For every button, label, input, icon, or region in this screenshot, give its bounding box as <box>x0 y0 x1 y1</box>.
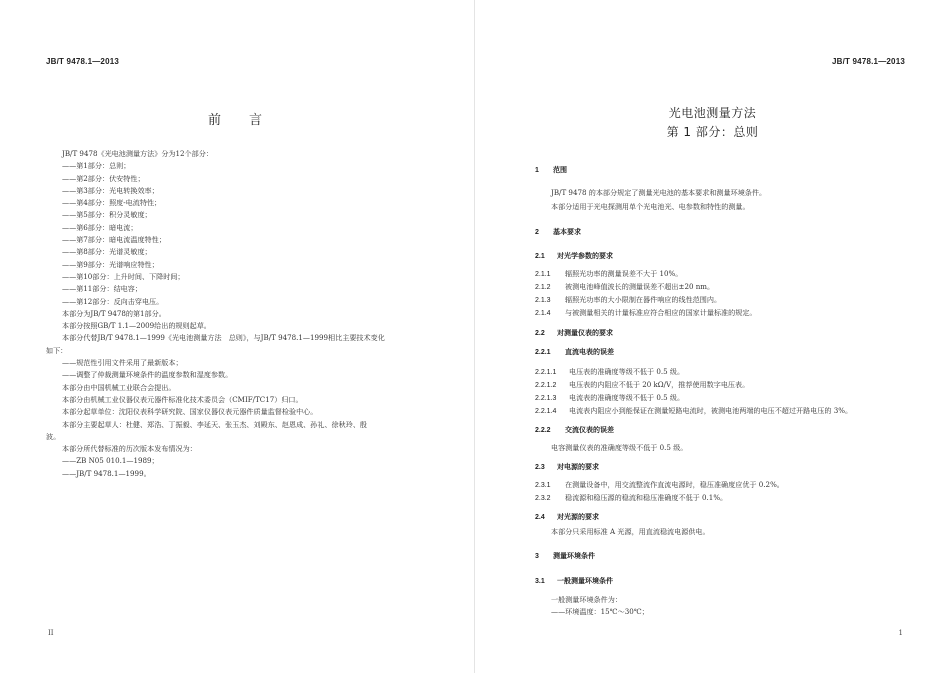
foreword-line: 如下： <box>46 345 68 355</box>
clause <box>535 308 757 318</box>
foreword-line: ——第6部分：暗电流； <box>62 222 138 232</box>
clause <box>535 367 684 377</box>
clause-text: 电流表内阻应小到能保证在测量短路电流时，被测电池两端的电压不超过开路电压的 3%。 <box>569 406 853 415</box>
section-title: 对光学参数的要求 <box>557 252 613 260</box>
section-number: 3 <box>535 553 539 560</box>
clause <box>535 282 714 292</box>
section-number: 2.1 <box>535 253 545 260</box>
section-number: 1 <box>535 167 539 174</box>
foreword-line: ——规范性引用文件采用了最新版本； <box>62 358 183 368</box>
foreword-body <box>46 148 426 480</box>
foreword-line: ——ZB N05 010.1—1989； <box>62 456 159 466</box>
standard-number-header: JB/T 9478.1—2013 <box>46 57 120 66</box>
clause-text: 与被测量相关的计量标准应符合相应的国家计量标准的规定。 <box>565 308 757 317</box>
section-title: 交流仪表的误差 <box>565 426 614 434</box>
foreword-title-char-2: 言 <box>249 113 265 128</box>
foreword-line: ——JB/T 9478.1—1999。 <box>62 468 151 478</box>
clause-text: 辐照光功率的测量误差不大于 10%。 <box>565 269 683 278</box>
subsection-heading <box>535 251 613 261</box>
foreword-line: 本部分所代替标准的历次版本发布情况为： <box>62 444 197 454</box>
foreword-line: 本部分代替JB/T 9478.1—1999《光电池测量方法 总则》，与JB/T 9478.1—1999相比主要技术变化 <box>62 333 385 343</box>
subsection-heading <box>535 328 613 338</box>
clause-text: 被测电池峰值波长的测量误差不超出±20 nm。 <box>565 282 715 291</box>
foreword-line: 波。 <box>46 431 61 441</box>
clause-text: 电压表的内阻应不低于 20 kΩ/V，推荐使用数字电压表。 <box>569 380 750 389</box>
page-number: II <box>48 629 54 637</box>
section-number: 2.3 <box>535 464 545 471</box>
clause <box>535 295 721 305</box>
foreword-line: ——第4部分：照度-电流特性； <box>62 198 162 208</box>
foreword-line: 本部分起草单位：沈阳仪表科学研究院、国家仪器仪表元器件质量监督检验中心。 <box>62 407 318 417</box>
clause-text: 辐照光功率的大小限制在器件响应的线性范围内。 <box>565 295 722 304</box>
section-number: 3.1 <box>535 578 545 585</box>
foreword-line: 本部分由机械工业仪器仪表元器件标准化技术委员会（CMIF/TC17）归口。 <box>62 394 303 404</box>
clause-number: 2.1.3 <box>535 297 551 304</box>
paragraph: 本部分只采用标准 A 光源，用直流稳流电源供电。 <box>551 527 710 536</box>
foreword-line: ——第8部分：光谱灵敏度； <box>62 247 152 257</box>
section-number: 2.2.2 <box>535 427 551 434</box>
section-title: 测量环境条件 <box>553 552 595 560</box>
section-heading <box>535 551 595 561</box>
foreword-line: ——第3部分：光电转换效率； <box>62 185 159 195</box>
document-title <box>475 104 950 141</box>
subsection-heading <box>535 576 613 586</box>
subsection-heading <box>535 347 614 357</box>
subsection-heading <box>535 425 614 435</box>
clause-number: 2.2.1.2 <box>535 382 557 389</box>
section-number: 2.2 <box>535 330 545 337</box>
paragraph: JB/T 9478 的本部分规定了测量光电池的基本要求和测量环境条件。 <box>551 188 767 197</box>
document-title-main: 光电池测量方法 <box>668 106 757 120</box>
section-title: 对电源的要求 <box>557 463 599 471</box>
foreword-line: 本部分按照GB/T 1.1—2009给出的规则起草。 <box>62 321 211 331</box>
clause <box>535 380 749 390</box>
clause-number: 2.2.1.4 <box>535 408 557 415</box>
foreword-line: ——第10部分：上升时间、下降时间； <box>62 271 185 281</box>
section-number: 2.4 <box>535 514 545 521</box>
section-title: 一般测量环境条件 <box>557 577 613 585</box>
clause <box>535 493 727 503</box>
subsection-heading <box>535 512 599 522</box>
subsection-heading <box>535 462 599 472</box>
section-title: 直流电表的误差 <box>565 348 614 356</box>
clause-number: 2.2.1.3 <box>535 395 557 402</box>
foreword-line: 本部分为JB/T 9478的第1部分。 <box>62 308 166 318</box>
clause-number: 2.2.1.1 <box>535 369 557 376</box>
clause <box>535 269 682 279</box>
foreword-title <box>208 109 264 128</box>
clause-number: 2.3.2 <box>535 495 551 502</box>
paragraph: 本部分适用于光电探测用单个光电池光、电参数和特性的测量。 <box>551 202 750 211</box>
section-heading <box>535 227 581 237</box>
clause-text: 在测量设备中，用交流整流作直流电源时，稳压准确度应优于 0.2%。 <box>565 480 784 489</box>
clause-number: 2.1.1 <box>535 271 551 278</box>
paragraph: 电容测量仪表的准确度等级不低于 0.5 级。 <box>551 443 688 452</box>
section-title: 范围 <box>553 166 567 174</box>
foreword-line: 本部分主要起草人：杜健、郑浩、丁振毅、李延天、张玉杰、刘殿东、赵恩成、孙礼、徐秋玲、殷 <box>62 419 368 429</box>
section-title: 基本要求 <box>553 228 581 236</box>
foreword-line: ——第5部分：积分灵敏度； <box>62 210 152 220</box>
clause-text: 稳流源和稳压源的稳流和稳压准确度不低于 0.1%。 <box>565 493 728 502</box>
clause-number: 2.3.1 <box>535 482 551 489</box>
foreword-line: ——第12部分：反向击穿电压。 <box>62 296 164 306</box>
foreword-line: ——调整了仲裁测量环境条件的温度参数和湿度参数。 <box>62 370 233 380</box>
section-number: 2 <box>535 229 539 236</box>
foreword-line: ——第2部分：伏安特性； <box>62 173 145 183</box>
clause <box>535 406 852 416</box>
foreword-line: ——第9部分：光谱响应特性； <box>62 259 159 269</box>
foreword-line: ——第1部分：总则； <box>62 161 131 171</box>
foreword-title-char-1: 前 <box>208 113 224 128</box>
clause-number: 2.1.4 <box>535 310 551 317</box>
right-page <box>475 0 950 673</box>
clause-text: 电流表的准确度等级不低于 0.5 级。 <box>569 393 685 402</box>
section-title: 对光源的要求 <box>557 513 599 521</box>
foreword-line: JB/T 9478《光电池测量方法》分为12个部分： <box>62 149 213 158</box>
clause-text: 电压表的准确度等级不低于 0.5 级。 <box>569 367 685 376</box>
foreword-line: ——第7部分：暗电流温度特性； <box>62 235 166 245</box>
foreword-line: ——第11部分：结电容； <box>62 284 142 294</box>
paragraph: ——环境温度：15℃～30℃； <box>551 607 649 616</box>
document-title-part: 第 1 部分：总则 <box>666 125 759 139</box>
clause <box>535 480 784 490</box>
section-heading <box>535 165 567 175</box>
clause <box>535 393 684 403</box>
section-number: 2.2.1 <box>535 349 551 356</box>
page-number: 1 <box>898 629 903 637</box>
foreword-line: 本部分由中国机械工业联合会提出。 <box>62 382 176 392</box>
standard-number-header: JB/T 9478.1—2013 <box>831 57 905 66</box>
clause-number: 2.1.2 <box>535 284 551 291</box>
section-title: 对测量仪表的要求 <box>557 329 613 337</box>
paragraph: 一般测量环境条件为： <box>551 595 622 604</box>
